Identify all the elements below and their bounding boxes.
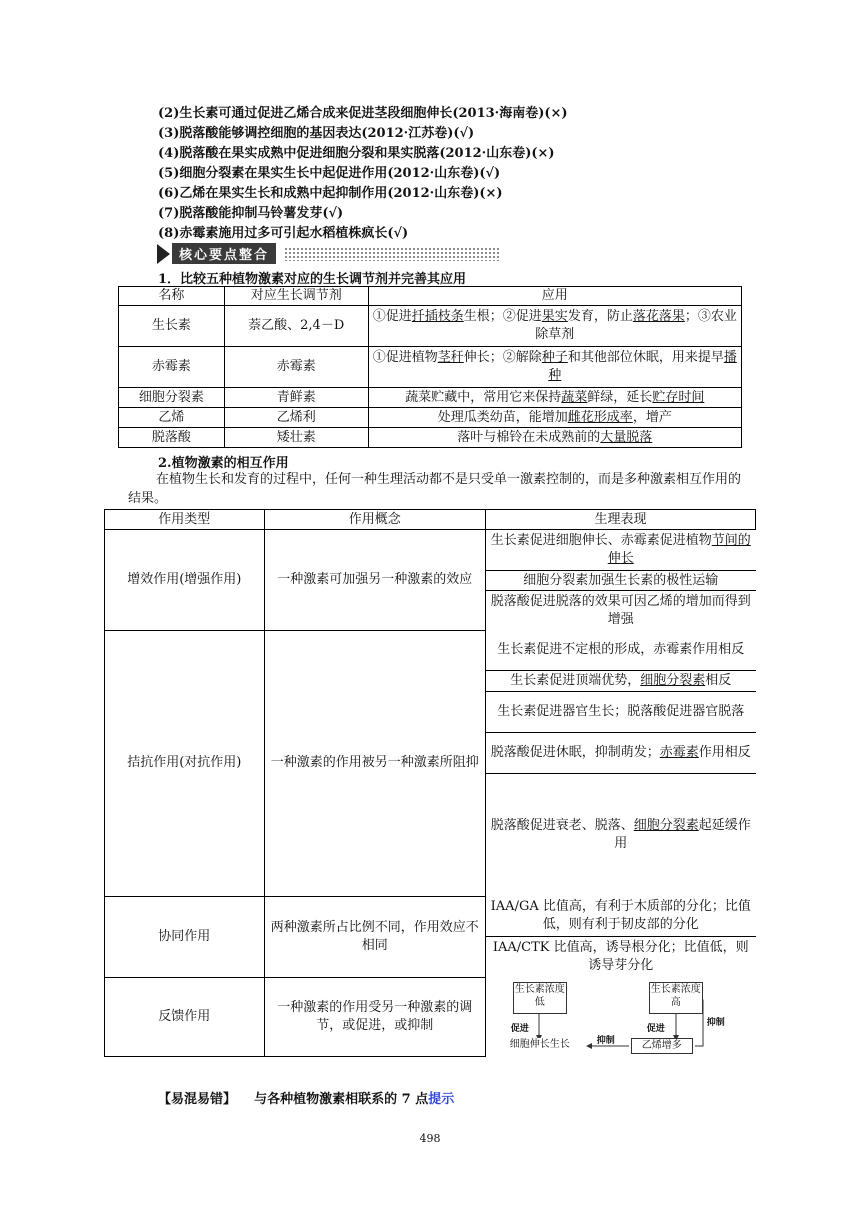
- row-application: 处理瓜类幼苗，能增加雌花形成率，增产: [368, 408, 741, 428]
- judgment-7: (7)脱落酸能抑制马铃薯发芽(√): [158, 206, 344, 221]
- judgment-8: (8)赤霉素施用过多可引起水稻植株疯长(√): [158, 226, 409, 241]
- banner-arrow-icon: [157, 244, 170, 264]
- mistake-note-text: 与各种植物激素相联系的 7 点: [254, 1092, 429, 1107]
- judgment-3: (3)脱落酸能够调控细胞的基因表达(2012·江苏卷)(√): [158, 126, 475, 141]
- col-header-concept: 作用概念: [264, 510, 485, 530]
- page-number: 498: [419, 1132, 441, 1145]
- table-row: [119, 347, 742, 388]
- row-application: 蔬菜贮藏中，常用它来保持蔬菜鲜绿，延长贮存时间: [368, 388, 741, 408]
- row-name: 脱落酸: [119, 428, 225, 448]
- section2-intro: 在植物生长和发育的过程中，任何一种生理活动都不是只受单一激素控制的，而是多种激素相互作用的结果。: [128, 472, 742, 506]
- diagram-box-ethylene: 乙烯增多: [631, 1038, 693, 1054]
- hormone-interaction-table: [104, 509, 756, 1057]
- interaction-type: 反馈作用: [105, 977, 265, 1056]
- table-row: [119, 428, 742, 448]
- interaction-type: 协同作用: [105, 896, 265, 977]
- judgment-6: (6)乙烯在果实生长和成熟中起抑制作用(2012·山东卷)(×): [158, 186, 503, 201]
- row-name: 乙烯: [119, 408, 225, 428]
- diagram-box-high: 生长素浓度高: [649, 982, 703, 1014]
- banner-title: 核心要点整合: [172, 243, 276, 264]
- diagram-label-promote: 促进: [510, 1023, 529, 1034]
- table-row: [105, 977, 756, 1056]
- banner-dots: [284, 247, 499, 261]
- interaction-concept: 一种激素的作用被另一种激素所阻抑: [264, 630, 485, 896]
- feedback-diagram-cell: [486, 977, 756, 1056]
- judgment-5: (5)细胞分裂素在果实生长中起促进作用(2012·山东卷)(√): [158, 166, 501, 181]
- col-header-name: 名称: [119, 287, 225, 306]
- row-application: 落叶与棉铃在未成熟前的大量脱落: [368, 428, 741, 448]
- row-regulator: 赤霉素: [224, 347, 368, 388]
- section-banner: [157, 243, 499, 264]
- row-regulator: 乙烯利: [224, 408, 368, 428]
- interaction-type: 增效作用(增强作用): [105, 530, 265, 631]
- row-regulator: 萘乙酸、2,4－D: [224, 306, 368, 347]
- table-row: [105, 630, 756, 896]
- interaction-manifestations: IAA/GA 比值高，有利于木质部的分化；比值低，则有利于韧皮部的分化 IAA/CTK 比值高，诱导根分化；比值低，则诱导芽分化: [486, 896, 756, 977]
- row-name: 赤霉素: [119, 347, 225, 388]
- row-name: 生长素: [119, 306, 225, 347]
- table-row: [119, 306, 742, 347]
- diagram-box-cell: 细胞伸长生长: [495, 1038, 585, 1052]
- table-row: [119, 388, 742, 408]
- row-regulator: 青鲜素: [224, 388, 368, 408]
- mistake-note: [158, 1088, 454, 1107]
- interaction-concept: 两种激素所占比例不同，作用效应不相同: [264, 896, 485, 977]
- row-name: 细胞分裂素: [119, 388, 225, 408]
- section1-heading: 1．比较五种植物激素对应的生长调节剂并完善其应用: [158, 272, 467, 287]
- mistake-note-bracket: 【易混易错】: [158, 1092, 237, 1107]
- diagram-label-promote: 促进: [646, 1023, 665, 1034]
- col-header-type: 作用类型: [105, 510, 265, 530]
- interaction-manifestations: 生长素促进细胞伸长、赤霉素促进植物节间的伸长 细胞分裂素加强生长素的极性运输 脱落酸促进脱落的效果可因乙烯的增加而得到增强: [486, 530, 756, 631]
- hormone-regulator-table: [118, 286, 742, 448]
- diagram-box-low: 生长素浓度低: [513, 982, 567, 1014]
- col-header-manifestation: 生理表现: [486, 510, 756, 530]
- diagram-label-inhibit: 抑制: [706, 1017, 725, 1028]
- table-row: [105, 896, 756, 977]
- table-row: [105, 530, 756, 631]
- interaction-type: 拮抗作用(对抗作用): [105, 630, 265, 896]
- judgment-2: (2)生长素可通过促进乙烯合成来促进茎段细胞伸长(2013·海南卷)(×): [158, 106, 568, 121]
- judgment-4: (4)脱落酸在果实成熟中促进细胞分裂和果实脱落(2012·山东卷)(×): [158, 146, 555, 161]
- interaction-concept: 一种激素的作用受另一种激素的调节，或促进，或抑制: [264, 977, 485, 1056]
- col-header-regulator: 对应生长调节剂: [224, 287, 368, 306]
- col-header-application: 应用: [368, 287, 741, 306]
- row-application: ①促进植物茎秆伸长；②解除种子和其他部位休眠，用来提早播种: [368, 347, 741, 388]
- row-application: ①促进扦插枝条生根；②促进果实发育，防止落花落果；③农业除草剂: [368, 306, 741, 347]
- hint-link[interactable]: 提示: [428, 1092, 455, 1107]
- diagram-label-inhibit: 抑制: [596, 1035, 615, 1046]
- feedback-diagram: [491, 980, 751, 1054]
- row-regulator: 矮壮素: [224, 428, 368, 448]
- interaction-concept: 一种激素可加强另一种激素的效应: [264, 530, 485, 631]
- interaction-manifestations: 生长素促进不定根的形成，赤霉素作用相反 生长素促进顶端优势，细胞分裂素相反 生长素促进器官生长；脱落酸促进器官脱落 脱落酸促进休眠，抑制萌发；赤霉素作用相反 脱落酸促进衰老、脱落、细胞分裂素起延缓作用: [486, 630, 756, 896]
- section2-heading: 2.植物激素的相互作用: [158, 456, 289, 471]
- table-row: [119, 408, 742, 428]
